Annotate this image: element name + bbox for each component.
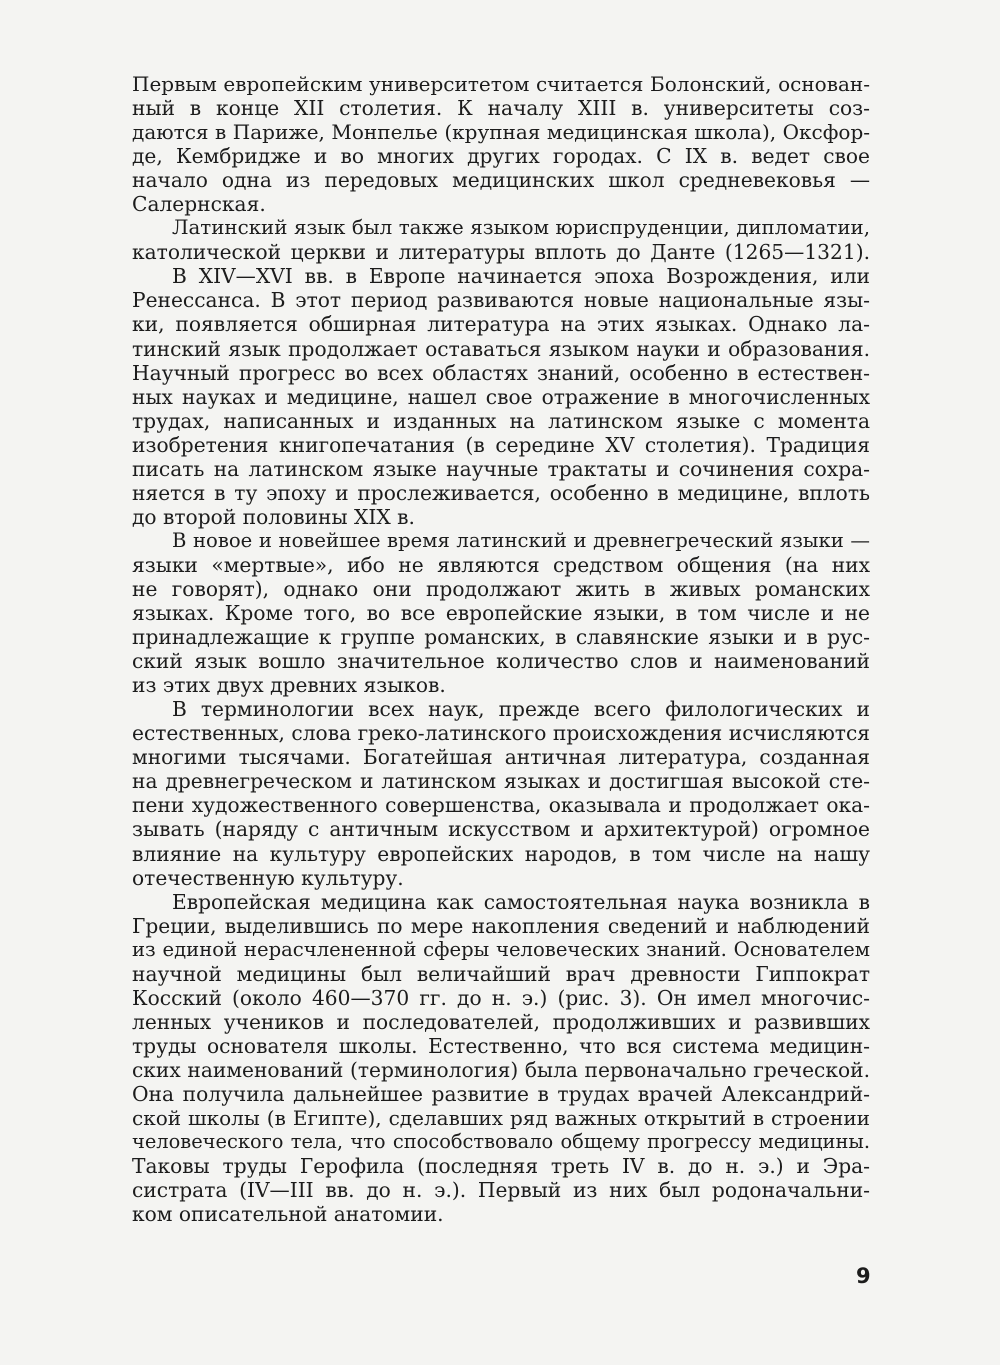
text-line: В новое и новейшее время латинский и древнегреческий языки —: [172, 528, 870, 552]
page-body: [132, 72, 870, 1226]
text-line: ки, появляется обширная литература на этих языках. Однако ла-: [132, 312, 870, 337]
paragraph-dead-languages: [132, 529, 870, 697]
text-line: Косский (около 460—370 гг. до н. э.) (рис. 3). Он имел многочис-: [132, 985, 870, 1010]
paragraph-universities: [132, 72, 870, 216]
text-line: ских наименований (терминология) была первоначально греческой.: [132, 1057, 870, 1082]
text-line: Таковы труды Герофила (последняя треть IV в. до н. э.) и Эра-: [132, 1154, 870, 1179]
text-line: научной медицины был величайший врач древности Гиппократ: [132, 961, 870, 986]
text-line: Ренессанса. В этот период развиваются новые национальные язы-: [132, 288, 870, 313]
text-line: ком описательной анатомии.: [132, 1202, 444, 1227]
text-line: влияние на культуру европейских народов, в том числе на нашу: [132, 841, 870, 866]
text-line: ный в конце XII столетия. К началу XIII в. университеты соз-: [132, 96, 870, 121]
text-line: многими тысячами. Богатейшая античная литература, созданная: [132, 745, 870, 770]
text-line: Греции, выделившись по мере накопления сведений и наблюдений: [132, 913, 870, 938]
text-line: естественных, слова греко-латинского происхождения исчисляются: [132, 721, 870, 746]
text-line: из этих двух древних языков.: [132, 673, 446, 698]
paragraph-terminology: [132, 697, 870, 889]
text-line: католической церкви и литературы вплоть до Данте (1265—1321).: [132, 240, 870, 265]
text-line: не говорят), однако они продолжают жить в живых романских: [132, 576, 870, 601]
text-line: де, Кембридже и во многих других городах. С IX в. ведет свое: [132, 144, 870, 169]
text-line: Европейская медицина как самостоятельная наука возникла в: [172, 889, 870, 914]
text-line: принадлежащие к группе романских, в славянские языки и в рус-: [132, 625, 870, 650]
text-line: В XIV—XVI вв. в Европе начинается эпоха Возрождения, или: [172, 264, 870, 289]
text-line: из единой нерасчлененной сферы человеческих знаний. Основателем: [132, 937, 870, 961]
text-line: Она получила дальнейшее развитие в трудах врачей Александрий-: [132, 1081, 870, 1106]
paragraph-renaissance: [132, 264, 870, 529]
text-line: начало одна из передовых медицинских школ средневековья —: [132, 168, 870, 193]
text-line: даются в Париже, Монпелье (крупная медицинская школа), Оксфор-: [132, 120, 870, 145]
text-line: Первым европейским университетом считается Болонский, основан-: [132, 72, 870, 96]
page-number: 9: [856, 1264, 871, 1288]
paragraph-latin-law: [132, 216, 870, 264]
text-line: писать на латинском языке научные трактаты и сочинения сохра-: [132, 456, 870, 481]
text-line: человеческого тела, что способствовало общему прогрессу медицины.: [132, 1130, 870, 1154]
text-line: ных науках и медицине, нашел свое отражение в многочисленных: [132, 384, 870, 409]
text-line: В терминологии всех наук, прежде всего филологических и: [172, 697, 870, 722]
text-line: систрата (IV—III вв. до н. э.). Первый из них был родоначальни-: [132, 1178, 870, 1203]
text-line: на древнегреческом и латинском языках и достигшая высокой сте-: [132, 769, 870, 794]
text-line: Латинский язык был также языком юриспруденции, дипломатии,: [172, 216, 870, 240]
text-line: языках. Кроме того, во все европейские языки, в том числе и не: [132, 601, 870, 626]
text-line: няется в ту эпоху и прослеживается, особенно в медицине, вплоть: [132, 480, 870, 505]
text-line: отечественную культуру.: [132, 865, 404, 890]
text-line: пени художественного совершенства, оказывала и продолжает ока-: [132, 793, 870, 818]
text-line: Салернская.: [132, 192, 266, 217]
text-line: ский язык вошло значительное количество слов и наименований: [132, 649, 870, 674]
text-line: труды основателя школы. Естественно, что вся система медицин-: [132, 1033, 870, 1058]
text-line: до второй половины XIX в.: [132, 504, 415, 529]
text-line: ской школы (в Египте), сделавших ряд важных открытий в строении: [132, 1106, 870, 1131]
text-line: тинский язык продолжает оставаться языком науки и образования.: [132, 336, 870, 361]
text-line: ленных учеников и последователей, продолживших и развивших: [132, 1009, 870, 1034]
paragraph-european-medicine: [132, 890, 870, 1227]
text-line: зывать (наряду с античным искусством и архитектурой) огромное: [132, 817, 870, 842]
text-line: трудах, написанных и изданных на латинском языке с момента: [132, 408, 870, 433]
text-line: Научный прогресс во всех областях знаний, особенно в естествен-: [132, 360, 870, 385]
text-line: языки «мертвые», ибо не являются средством общения (на них: [132, 552, 870, 577]
text-line: изобретения книгопечатания (в середине XV столетия). Традиция: [132, 432, 870, 457]
